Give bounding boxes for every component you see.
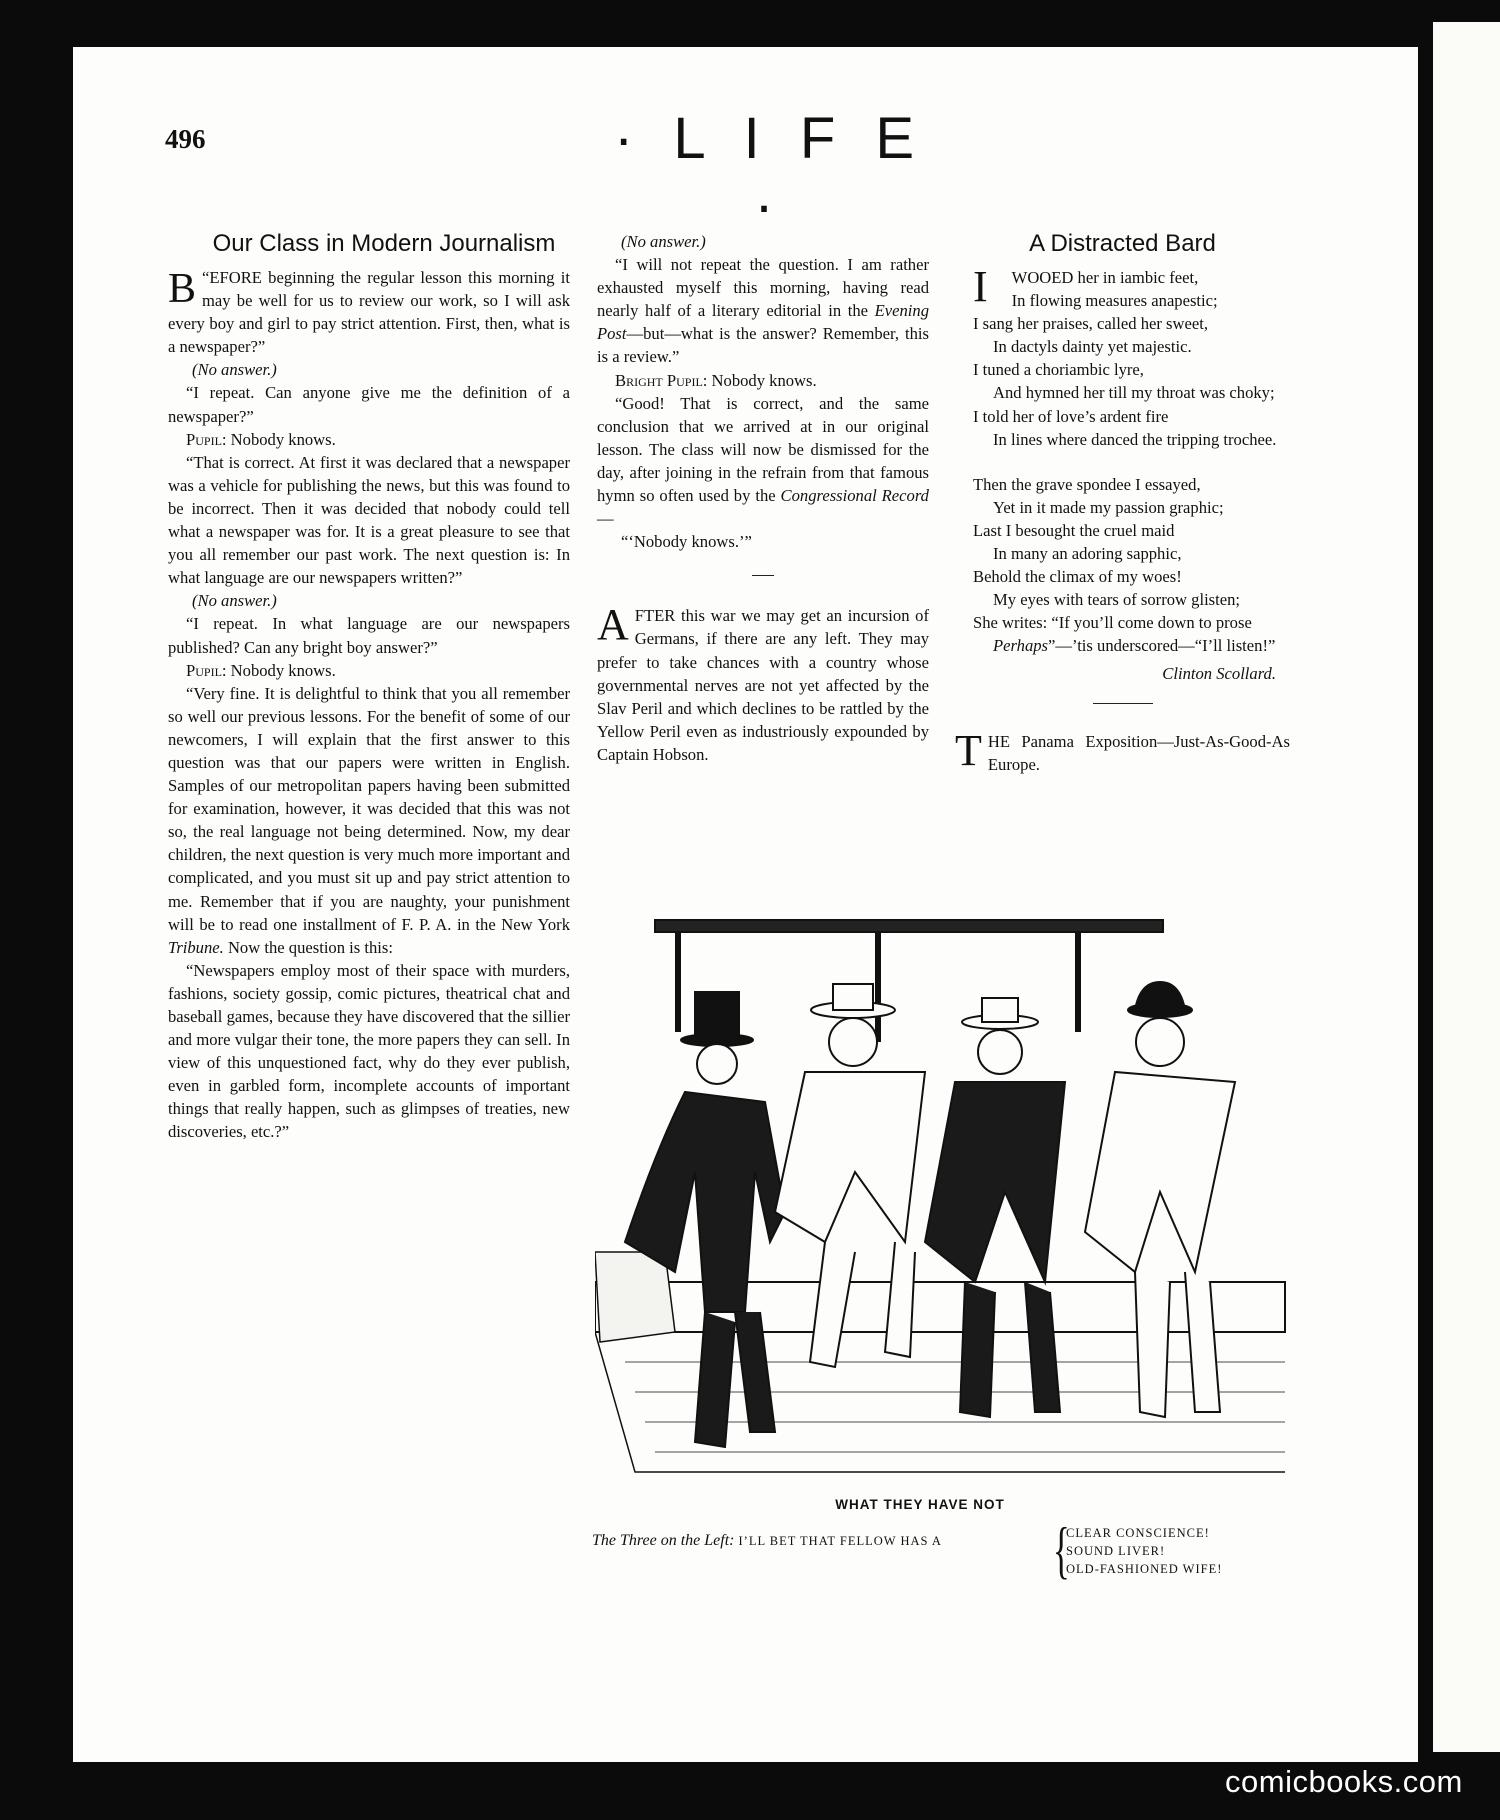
poem-title: A Distracted Bard	[1029, 230, 1216, 257]
poem-line: I tuned a choriambic lyre,	[973, 360, 1144, 380]
speaker-reply: Nobody knows.	[230, 429, 336, 449]
man-top-hat	[625, 992, 785, 1447]
speaker-label: Pupil:	[186, 429, 227, 449]
author-signature: Clinton Scollard.	[1162, 663, 1276, 683]
article-title: Our Class in Modern Journalism	[212, 230, 556, 257]
paragraph: “I repeat. In what language are our newspapers published? Can any bright boy answer?”	[168, 614, 570, 657]
man-bowler-hat	[1085, 982, 1235, 1417]
paragraph-text: “I will not repeat the question. I am rather exhausted myself this morning, having read nearly half of a literary editorial in the	[597, 255, 929, 321]
paragraph: “‘Nobody knows.’”	[621, 532, 752, 552]
drop-cap: I	[973, 262, 988, 311]
publication-name: Congressional Record	[780, 486, 929, 506]
paragraph-text: FTER this war we may get an incursion of Germans, if there are any left. They may prefer to take chances with a country whose governmental nerves are not yet affected by the Slav Peril and which declines to be rattled by the Yellow Peril even as industriously expounded by Captain Hobson.	[597, 606, 929, 764]
poem-line: Last I besought the cruel maid	[973, 520, 1175, 540]
bright-pupil-line	[597, 369, 929, 392]
drop-cap: T	[955, 725, 982, 775]
cartoon-caption	[592, 1532, 942, 1550]
page-number: 496	[165, 124, 206, 154]
canopy-bar	[655, 920, 1163, 932]
drop-cap: B	[168, 266, 197, 312]
paragraph	[597, 253, 929, 368]
poem-line: In flowing measures anapestic;	[1011, 291, 1218, 311]
speaker-reply: Nobody knows.	[711, 370, 817, 390]
poem-line: Yet in it made my passion graphic;	[993, 497, 1224, 517]
drop-cap: A	[597, 600, 629, 650]
poem-line: Behold the climax of my woes!	[973, 567, 1182, 587]
caption-options	[1066, 1524, 1222, 1578]
paragraph: “I repeat. Can anyone give me the definition of a newspaper?”	[168, 383, 570, 426]
divider	[752, 575, 774, 576]
paragraph-text: Now the question is this:	[227, 937, 393, 957]
article-panama	[955, 725, 1290, 776]
newspaper-name: Evening Post	[597, 301, 929, 344]
poem-line-text: WOOED her in iambic feet,	[1011, 268, 1199, 287]
poem-line: In lines where danced the tripping trochee.	[993, 429, 1277, 449]
paragraph-text: “Good! That is correct, and the same conclusion that we arrived at in our original lesson. The class will now be dismissed for the day, after joining in the refrain from that famous hymn so often used by the	[597, 393, 929, 506]
caption-option: OLD-FASHIONED WIFE!	[1066, 1562, 1223, 1576]
poem-line-text: ”—’tis underscored—“I’ll listen!”	[1048, 636, 1276, 656]
column-two	[597, 230, 929, 766]
newspaper-name: Tribune.	[168, 937, 224, 957]
stage-direction: (No answer.)	[192, 591, 277, 611]
paragraph: “That is correct. At first it was declared that a newspaper was a vehicle for publishing the news, but this was found to be incorrect. Then it was decided that nobody could tell what a newspaper was for. It is a great pleasure to see that you all remember our past work. The next question is: In what language are our newspapers written?”	[168, 452, 570, 588]
poem-line: My eyes with tears of sorrow glisten;	[993, 590, 1241, 610]
article-modern-journalism	[168, 230, 570, 1144]
poem-distracted-bard	[955, 230, 1290, 776]
divider	[1093, 703, 1153, 704]
poem-line: In many an adoring sapphic,	[993, 544, 1182, 564]
cartoon-illustration	[595, 912, 1295, 1502]
paragraph-text: —but—what is the answer? Remember, this is a review.”	[597, 324, 929, 367]
stage-direction: (No answer.)	[621, 232, 706, 251]
poem-line	[955, 634, 1290, 657]
pupil-line	[168, 659, 570, 682]
speaker-label: Pupil:	[186, 660, 227, 680]
caption-option: CLEAR CONSCIENCE!	[1066, 1526, 1210, 1540]
emphasized-word: Perhaps	[993, 636, 1049, 656]
caption-option: SOUND LIVER!	[1066, 1544, 1166, 1558]
paragraph: “Newspapers employ most of their space with murders, fashions, society gossip, comic pictures, theatrical chat and baseball games, because they have discovered that the sillier and more vulgar their tone, the more papers they can sell. In view of this unquestioned fact, why do they ever publish, even in garbled form, incomplete accounts of important things that really happen, such as glimpses of treaties, new discoveries, etc.?”	[168, 960, 570, 1142]
poem-line: In dactyls dainty yet majestic.	[993, 337, 1192, 357]
paragraph-text: “Very fine. It is delightful to think that you all remember so well our previous lessons. For the benefit of some of our newcomers, I will explain that the first answer to this question was that our papers were written in English. Samples of our metropolitan papers having been submitted for examination, however, it was decided that this was not so, the real language not being determined. Now, my dear children, the next question is very much more important and complicated, and you must sit up and pay strict attention to me. Remember that if you are naughty, your punishment will be to read one installment of F. P. A. in the New York	[168, 683, 570, 934]
watermark: comicbooks.com	[1225, 1764, 1463, 1799]
paragraph	[168, 266, 570, 358]
poem-line: Then the grave spondee I essayed,	[973, 474, 1201, 494]
speaker-reply: Nobody knows.	[230, 660, 336, 680]
paragraph-text: —	[597, 509, 614, 529]
poem-line: I sang her praises, called her sweet,	[973, 314, 1208, 334]
stanza-gap	[955, 451, 1290, 473]
brace-icon: {	[1052, 1514, 1070, 1585]
masthead: · L I F E ·	[613, 106, 927, 238]
poem-line: And hymned her till my throat was choky;	[993, 383, 1275, 403]
paragraph-text: HE Panama Exposition—Just-As-Good-As Europe.	[987, 731, 1290, 774]
cartoon-title: WHAT THEY HAVE NOT	[835, 1497, 1005, 1512]
paragraph	[168, 682, 570, 959]
poem-line: I told her of love’s ardent fire	[973, 406, 1169, 426]
article-germans	[597, 600, 929, 766]
next-page-edge	[1425, 22, 1500, 1752]
paragraph-text: EFORE beginning the regular lesson this morning it may be well for us to review our work, so I will ask every boy and girl to pay strict attention. First, then, what is a newspaper?”	[168, 268, 570, 357]
speaker-label: Bright Pupil:	[615, 370, 708, 390]
caption-speaker: The Three on the Left:	[592, 1532, 735, 1549]
caption-speech: I’LL BET THAT FELLOW HAS A	[738, 1534, 942, 1548]
paragraph	[597, 392, 929, 531]
man-straw-hat-2	[925, 998, 1065, 1417]
opening-quote: “	[202, 268, 210, 287]
stage-direction: (No answer.)	[192, 360, 277, 380]
pupil-line	[168, 428, 570, 451]
poem-line: She writes: “If you’ll come down to prose	[973, 613, 1252, 633]
man-straw-hat-1	[775, 984, 925, 1367]
